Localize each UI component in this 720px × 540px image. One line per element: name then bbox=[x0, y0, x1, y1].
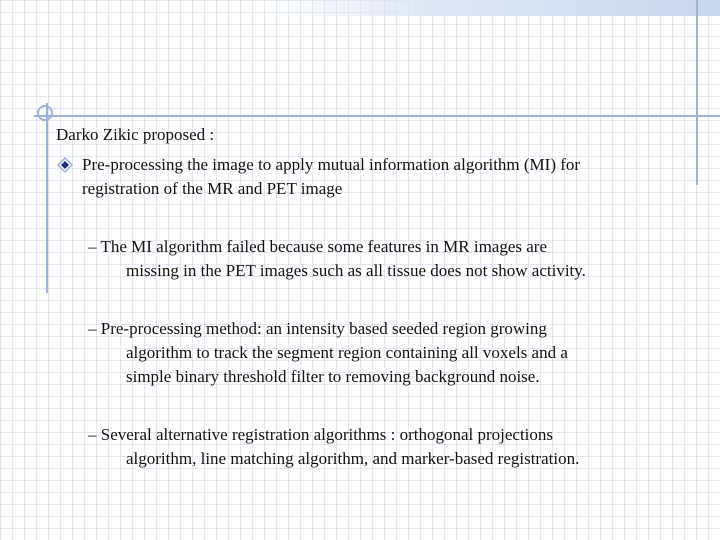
subpoint-line: simple binary threshold filter to removing background noise. bbox=[126, 367, 540, 386]
subpoint-alternative-algorithms bbox=[88, 423, 579, 471]
slide-heading: Darko Zikic proposed : bbox=[56, 125, 215, 144]
header-gradient-bar bbox=[265, 0, 720, 16]
bullet-line: Pre-processing the image to apply mutual information algorithm (MI) for bbox=[82, 155, 581, 174]
horizontal-rule bbox=[34, 115, 720, 117]
bullet-item bbox=[82, 153, 580, 201]
corner-circle-ornament bbox=[37, 105, 53, 121]
subpoint-line: – The MI algorithm failed because some features in MR images are bbox=[88, 237, 548, 256]
subpoint-line: – Pre-processing method: an intensity based seeded region growing bbox=[88, 319, 547, 338]
subpoint-preprocessing-method bbox=[88, 317, 568, 389]
diamond-bullet-icon bbox=[57, 157, 73, 173]
right-vertical-rule bbox=[696, 0, 698, 185]
subpoint-line: – Several alternative registration algorithms : orthogonal projections bbox=[88, 425, 554, 444]
left-vertical-rule bbox=[46, 103, 48, 293]
subpoint-mi-failure bbox=[88, 235, 586, 283]
bullet-line: registration of the MR and PET image bbox=[82, 179, 343, 198]
subpoint-line: missing in the PET images such as all tissue does not show activity. bbox=[126, 261, 586, 280]
subpoint-line: algorithm, line matching algorithm, and marker-based registration. bbox=[126, 449, 580, 468]
subpoint-line: algorithm to track the segment region containing all voxels and a bbox=[126, 343, 568, 362]
